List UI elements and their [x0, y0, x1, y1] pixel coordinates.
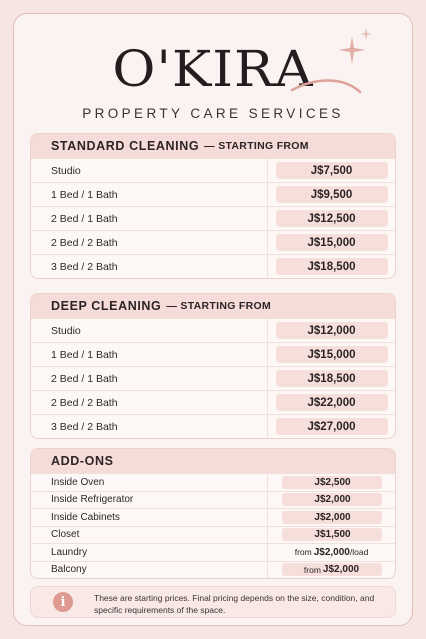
row-label: Studio	[31, 159, 268, 182]
price-row	[31, 366, 395, 390]
price-value: from J$2,000 /load	[294, 546, 369, 558]
price-value: from J$2,000	[282, 563, 382, 576]
row-label: Laundry	[31, 544, 268, 561]
logo	[0, 14, 426, 98]
addon-row	[31, 561, 395, 579]
row-label: 3 Bed / 2 Bath	[31, 255, 268, 278]
row-label: Inside Cabinets	[31, 509, 268, 526]
price-value: J$1,500	[282, 528, 382, 541]
section-header	[31, 134, 395, 158]
pricing-note	[30, 586, 396, 618]
price-row	[31, 182, 395, 206]
price-row	[31, 318, 395, 342]
row-label: Inside Oven	[31, 474, 268, 491]
addon-row	[31, 526, 395, 544]
price-row	[31, 230, 395, 254]
row-label: Balcony	[31, 562, 268, 579]
price-value: J$2,000	[282, 511, 382, 524]
addon-row	[31, 508, 395, 526]
price-value: J$2,000	[282, 493, 382, 506]
section-header	[31, 294, 395, 318]
add-ons-section	[30, 448, 396, 579]
section-subtitle: — STARTING FROM	[166, 300, 272, 312]
section-title: DEEP CLEANING	[51, 299, 162, 313]
price-value: J$27,000	[276, 418, 388, 435]
addon-row	[31, 473, 395, 491]
row-label: 1 Bed / 1 Bath	[31, 183, 268, 206]
section-header	[31, 449, 395, 473]
deep-cleaning-section	[30, 293, 396, 439]
price-row	[31, 254, 395, 278]
price-value: J$9,500	[276, 186, 388, 203]
section-title: ADD-ONS	[51, 454, 114, 468]
note-text: These are starting prices. Final pricing depends on the size, condition, and specific requirements of the space.	[94, 593, 375, 615]
row-label: 2 Bed / 1 Bath	[31, 207, 268, 230]
info-icon: i	[53, 592, 73, 612]
price-value: J$2,500	[282, 476, 382, 489]
brand-name: O'KIRA	[112, 40, 314, 98]
sparkle-swoosh-icon	[0, 14, 426, 114]
row-label: Studio	[31, 319, 268, 342]
price-value: J$15,000	[276, 234, 388, 251]
price-row	[31, 390, 395, 414]
addon-row	[31, 491, 395, 509]
tagline: PROPERTY CARE SERVICES	[82, 106, 344, 121]
row-label: 2 Bed / 2 Bath	[31, 231, 268, 254]
addon-row	[31, 543, 395, 561]
price-value: J$7,500	[276, 162, 388, 179]
price-value: J$22,000	[276, 394, 388, 411]
row-label: Closet	[31, 527, 268, 544]
price-row	[31, 342, 395, 366]
row-label: 1 Bed / 1 Bath	[31, 343, 268, 366]
row-label: 2 Bed / 1 Bath	[31, 367, 268, 390]
price-row	[31, 414, 395, 438]
price-row	[31, 206, 395, 230]
row-label: 2 Bed / 2 Bath	[31, 391, 268, 414]
price-value: J$12,500	[276, 210, 388, 227]
section-title: STANDARD CLEANING	[51, 139, 200, 153]
standard-cleaning-section	[30, 133, 396, 279]
price-value: J$18,500	[276, 258, 388, 275]
price-value: J$18,500	[276, 370, 388, 387]
row-label: 3 Bed / 2 Bath	[31, 415, 268, 438]
price-value: J$15,000	[276, 346, 388, 363]
price-value: J$12,000	[276, 322, 388, 339]
section-subtitle: — STARTING FROM	[204, 140, 309, 152]
price-row	[31, 158, 395, 182]
row-label: Inside Refrigerator	[31, 492, 268, 509]
